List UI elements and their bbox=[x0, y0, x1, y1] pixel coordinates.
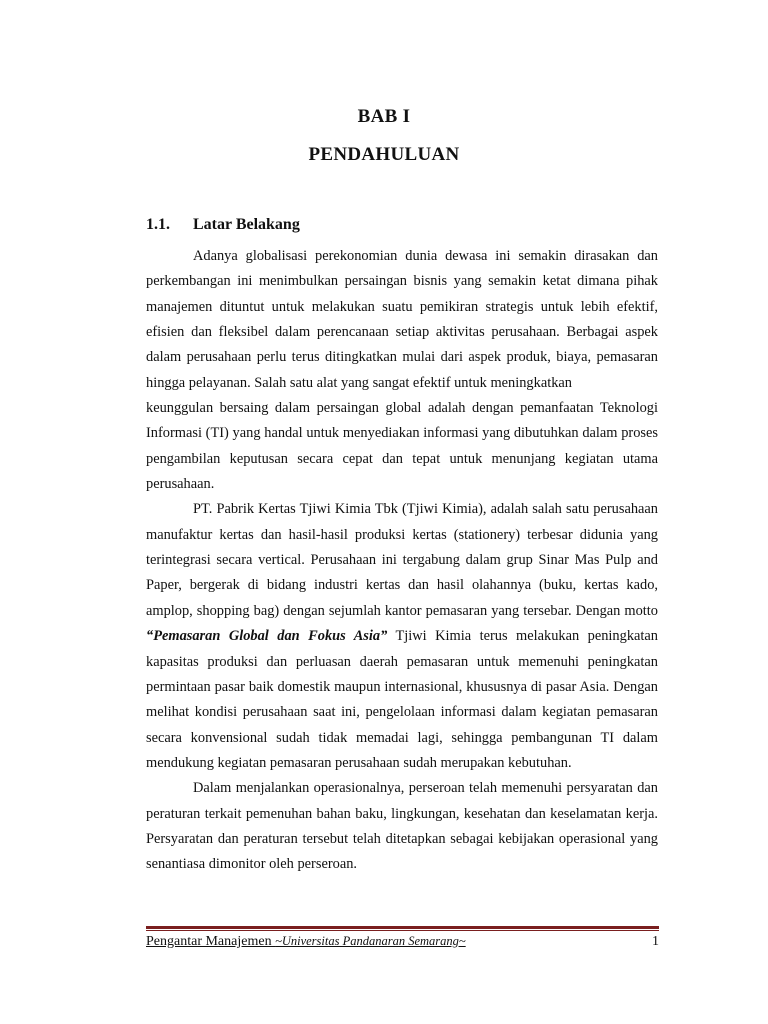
paragraph-2-text-start: PT. Pabrik Kertas Tjiwi Kimia Tbk (Tjiwi Kimia), adalah salah satu perusahaan manufaktur kertas dan hasil-hasil produksi kertas (stationery) terbesar didunia yang terintegrasi secara vertical. Perusahaan ini tergabung dalam grup Sinar Mas Pulp and Paper, bergerak di bidang industri kertas dan hasil olahannya (buku, kertas kado, amplop, shopping bag) dengan sejumlah kantor pemasaran yang tersebar. Dengan motto bbox=[146, 501, 658, 619]
paragraph-2-text-end: Tjiwi Kimia terus melakukan peningkatan kapasitas produksi dan perluasan daerah pemasaran untuk memenuhi peningkatan permintaan pasar baik domestik maupun internasional, khususnya di pasar Asia. Dengan melihat kondisi perusahaan saat ini, pengelolaan informasi dalam kegiatan pemasaran secara konvensional sudah tidak memadai lagi, sehingga pembangunan TI dalam mendukung kegiatan pemasaran perusahaan sudah merupakan kebutuhan. bbox=[146, 628, 658, 771]
footer-course-name: Pengantar Manajemen bbox=[146, 934, 276, 949]
footer-rule-thin bbox=[146, 930, 659, 931]
company-motto: “Pemasaran Global dan Fokus Asia” bbox=[146, 628, 388, 645]
chapter-title: PENDAHULUAN bbox=[308, 144, 460, 165]
footer-course bbox=[146, 934, 466, 950]
body-text bbox=[146, 244, 658, 878]
paragraph-1b: keunggulan bersaing dalam persaingan global adalah dengan pemanfaatan Teknologi Informasi (TI) yang handal untuk menyediakan informasi yang dibutuhkan dalam proses pengambilan keputusan secara cepat dan tepat untuk menunjang kegiatan utama perusahaan. bbox=[146, 400, 658, 493]
paragraph-3: Dalam menjalankan operasionalnya, perseroan telah memenuhi persyaratan dan peraturan terkait pemenuhan bahan baku, lingkungan, kesehatan dan keselamatan kerja. Persyaratan dan peraturan tersebut telah ditetapkan sebagai kebijakan operasional yang senantiasa dimonitor oleh perseroan. bbox=[146, 780, 658, 873]
page-number: 1 bbox=[652, 934, 659, 949]
section-number: 1.1. bbox=[146, 216, 170, 233]
section-heading bbox=[146, 216, 300, 234]
chapter-number: BAB I bbox=[357, 106, 411, 127]
section-title: Latar Belakang bbox=[193, 216, 300, 233]
footer-university: ~Universitas Pandanaran Semarang~ bbox=[275, 934, 466, 948]
footer-rule-thick bbox=[146, 926, 659, 929]
paragraph-1a: Adanya globalisasi perekonomian dunia dewasa ini semakin dirasakan dan perkembangan ini menimbulkan persaingan bisnis yang semakin ketat dimana pihak manajemen dituntut untuk melakukan suatu pemikiran strategis untuk lebih efektif, efisien dan fleksibel dalam perencanaan setiap aktivitas perusahaan. Berbagai aspek dalam perusahaan perlu terus ditingkatkan mulai dari aspek produk, biaya, pemasaran hingga pelayanan. Salah satu alat yang sangat efektif untuk meningkatkan bbox=[146, 248, 658, 391]
paragraph-2 bbox=[146, 497, 658, 776]
